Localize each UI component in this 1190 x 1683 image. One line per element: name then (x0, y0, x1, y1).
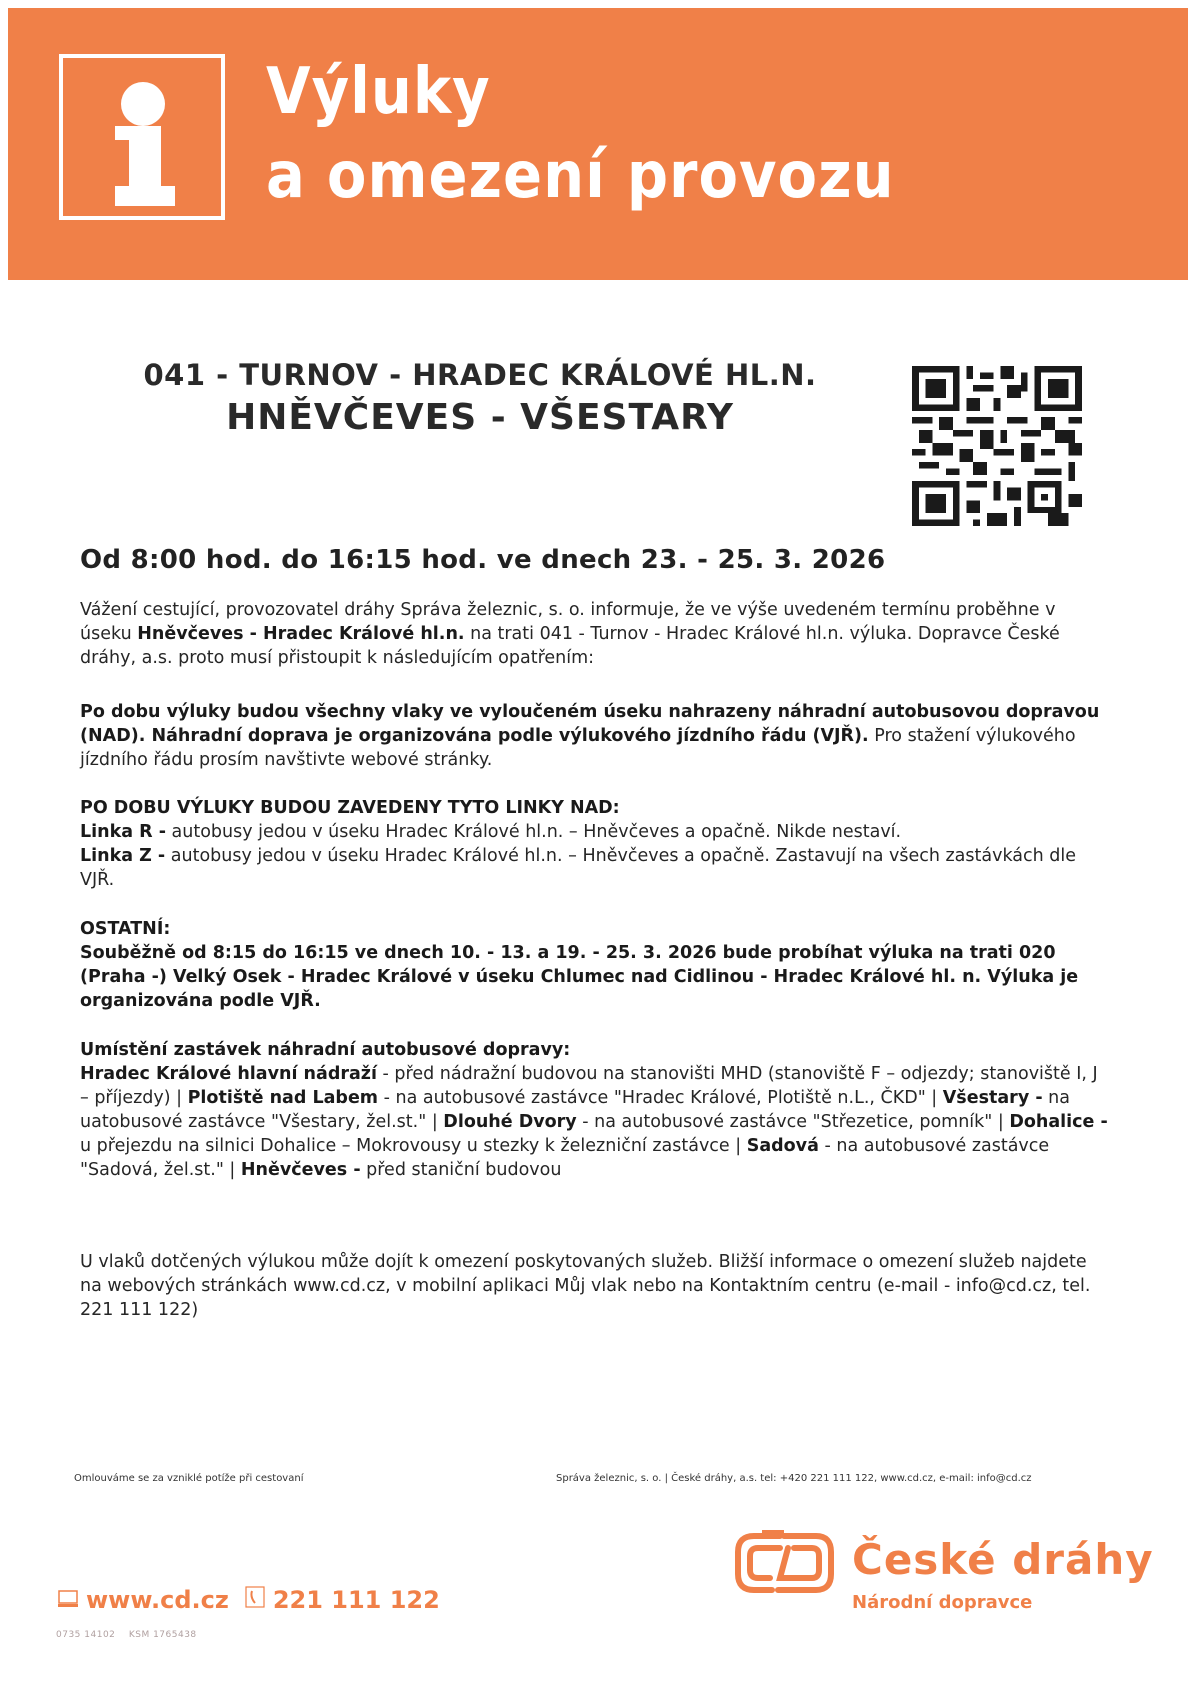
line-z: Linka Z - autobusy jedou v úseku Hradec Králové hl.n. – Hněvčeves a opačně. Zastavují na všech zastávkách dle VJŘ. (80, 846, 1077, 890)
stop-item: Dlouhé Dvory - na autobusové zastávce "Střezetice, pomník" | (443, 1112, 1010, 1132)
section-name: HNĚVČEVES - VŠESTARY (226, 397, 734, 438)
computer-icon (58, 1586, 78, 1614)
affected-section: Hněvčeves - Hradec Králové hl.n. (137, 624, 465, 644)
stop-item: Hradec Králové hlavní nádraží - před nádražní budovou na stanovišti MHD (stanoviště F – odjezdy; stanoviště I, J – příjezdy) | (80, 1064, 1098, 1108)
cd-logo-icon (732, 1530, 837, 1600)
phone-number[interactable]: 221 111 122 (272, 1586, 440, 1614)
operators-contact: Správa železnic, s. o. | České dráhy, a.s. tel: +420 221 111 122, www.cd.cz, e-mail: info@cd.cz (556, 1473, 1032, 1484)
footer-contact (58, 1586, 440, 1614)
line-name: 041 - TURNOV - HRADEC KRÁLOVÉ HL.N. (143, 358, 817, 392)
banner-title-line1: Výluky (266, 55, 491, 129)
nad-lines-heading: PO DOBU VÝLUKY BUDOU ZAVEDENY TYTO LINKY NAD: (80, 798, 620, 818)
qr-code-icon[interactable] (912, 366, 1082, 526)
phone-icon (245, 1586, 265, 1614)
stop-item: Hněvčeves - před staniční budovou (240, 1160, 562, 1180)
header-banner (8, 8, 1188, 280)
stops-section (80, 1038, 1110, 1182)
replacement-paragraph: Po dobu výluky budou všechny vlaky ve vyloučeném úseku nahrazeny náhradní autobusovou dopravou (NAD). Náhradní doprava je organizována podle výlukového jízdního řádu (VJŘ). Pro stažení výlukového jízdního řádu prosím navštivte webové stránky. (80, 702, 1100, 770)
apology-text: Omlouváme se za vzniklé potíže při cestovaní (74, 1473, 304, 1484)
intro-paragraph: Vážení cestující, provozovatel dráhy Správa železnic, s. o. informuje, že ve výše uvedeném termínu proběhne v úseku Hněvčeves - Hradec Králové hl.n. na trati 041 - Turnov - Hradec Králové hl.n. výluka. Dopravce České dráhy, a.s. proto musí přistoupit k následujícím opatřením: (80, 600, 1060, 668)
brand-name: České dráhy (852, 1535, 1154, 1584)
banner-title (266, 50, 895, 218)
stops-heading: Umístění zastávek náhradní autobusové dopravy: (80, 1040, 571, 1060)
other-heading: OSTATNÍ: (80, 919, 171, 939)
stop-item: Plotiště nad Labem - na autobusové zastávce "Hradec Králové, Plotiště n.L., ČKD" | (187, 1088, 943, 1108)
closure-period: Od 8:00 hod. do 16:15 hod. ve dnech 23. - 25. 3. 2026 (80, 545, 886, 575)
web-link[interactable]: www.cd.cz (86, 1586, 229, 1614)
stop-item: Dohalice - u přejezdu na silnici Dohalice – Mokrovousy u stezky k železniční zastávce | (80, 1112, 1108, 1156)
brand-tagline: Národní dopravce (852, 1592, 1033, 1613)
stop-item: Sadová - na autobusové zastávce "Sadová, žel.st." | (80, 1136, 1050, 1180)
other-text: Souběžně od 8:15 do 16:15 ve dnech 10. - 13. a 19. - 25. 3. 2026 bude probíhat výluka na trati 020 (Praha -) Velký Osek - Hradec Králové v úseku Chlumec nad Cidlinou - Hradec Králové hl. n. Výluka je organizována podle VJŘ. (80, 943, 1079, 1011)
other-section (80, 917, 1110, 1013)
services-note: U vlaků dotčených výlukou může dojít k omezení poskytovaných služeb. Bližší informace o omezení služeb najdete na webových stránkách www.cd.cz, v mobilní aplikaci Můj vlak nebo na Kontaktním centru (e-mail - info@cd.cz, tel. 221 111 122) (80, 1252, 1091, 1320)
info-icon (59, 54, 225, 220)
line-r: Linka R - autobusy jedou v úseku Hradec Králové hl.n. – Hněvčeves a opačně. Nikde nestaví. (80, 822, 902, 842)
route-heading (120, 355, 840, 441)
nad-lines (80, 796, 1110, 892)
stop-item: Všestary - na uatobusové zastávce "Všestary, žel.st." | (80, 1088, 1070, 1132)
banner-title-line2: a omezení provozu (266, 139, 895, 213)
document-codes: 0735 14102 KSM 1765438 (56, 1630, 197, 1640)
